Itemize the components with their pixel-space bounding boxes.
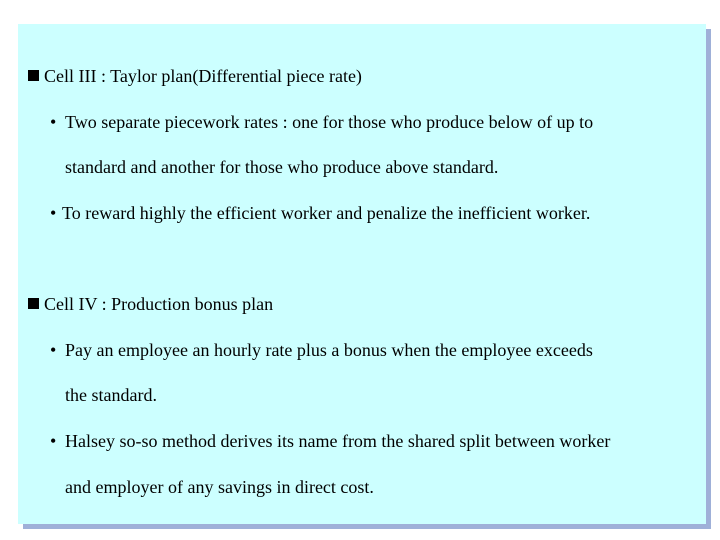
- bullet-item: [50, 202, 590, 224]
- bullet-continuation: [65, 476, 374, 498]
- square-bullet-icon: [28, 298, 39, 309]
- bullet-text: standard and another for those who produce above standard.: [65, 157, 499, 177]
- section-heading: [28, 293, 273, 315]
- bullet-item: [50, 339, 593, 361]
- section-heading-text: Cell III : Taylor plan(Differential piece rate): [44, 66, 362, 86]
- bullet-icon: •: [50, 203, 57, 223]
- bullet-text: the standard.: [65, 385, 157, 405]
- bullet-icon: •: [50, 112, 57, 132]
- bullet-text: Two separate piecework rates : one for those who produce below of up to: [65, 112, 594, 132]
- bullet-icon: •: [50, 340, 57, 360]
- square-bullet-icon: [28, 70, 39, 81]
- bullet-continuation: [65, 156, 498, 178]
- bullet-text: Pay an employee an hourly rate plus a bonus when the employee exceeds: [65, 340, 593, 360]
- section-heading: [28, 65, 362, 87]
- bullet-continuation: [65, 384, 157, 406]
- bullet-text: Halsey so-so method derives its name from the shared split between worker: [65, 431, 611, 451]
- bullet-text: To reward highly the efficient worker and penalize the inefficient worker.: [62, 203, 591, 223]
- section-heading-text: Cell IV : Production bonus plan: [44, 294, 274, 314]
- bullet-text: and employer of any savings in direct cost.: [65, 477, 374, 497]
- bullet-icon: •: [50, 431, 57, 451]
- bullet-item: [50, 111, 593, 133]
- bullet-item: [50, 430, 610, 452]
